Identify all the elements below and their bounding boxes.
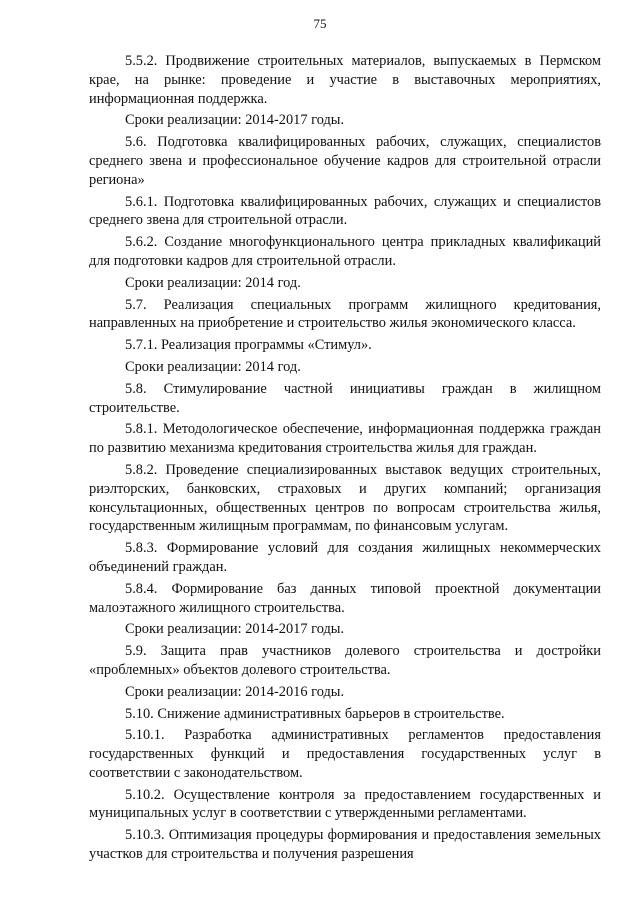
paragraph-5-10-1: 5.10.1. Разработка административных регламентов предоставления государственных функций и предоставления государственных услуг в соответствии с законодательством.: [89, 727, 601, 781]
paragraph-5-8: 5.8. Стимулирование частной инициативы граждан в жилищном строительстве.: [89, 380, 601, 416]
paragraph-5-7-1: 5.7.1. Реализация программы «Стимул».: [125, 337, 372, 354]
paragraph-deadline: Сроки реализации: 2014 год.: [125, 274, 301, 291]
paragraph-5-5-2: 5.5.2. Продвижение строительных материалов, выпускаемых в Пермском крае, на рынке: проведение и участие в выставочных мероприятиях, информационная поддержка.: [89, 53, 601, 107]
paragraph-5-8-1: 5.8.1. Методологическое обеспечение, информационная поддержка граждан по развитию механизма кредитования строительства жилья для граждан.: [89, 421, 601, 457]
paragraph-5-9: 5.9. Защита прав участников долевого строительства и достройки «проблемных» объектов долевого строительства.: [89, 643, 601, 678]
paragraph-5-6: 5.6. Подготовка квалифицированных рабочих, служащих, специалистов среднего звена и профессиональное обучение кадров для строительной отрасли региона»: [89, 134, 601, 188]
paragraph-5-8-2: 5.8.2. Проведение специализированных выставок ведущих строительных, риэлторских, банковских, страховых и других компаний; организация консультационных, общественных центров по вопросам строительства жилья, государственным жилищным программам, по финансовым услугам.: [89, 461, 601, 535]
paragraph-deadline: Сроки реализации: 2014-2017 годы.: [125, 112, 345, 129]
paragraph-5-7: 5.7. Реализация специальных программ жилищного кредитования, направленных на приобретение и строительство жилья экономического класса.: [89, 296, 601, 332]
paragraph-5-8-3: 5.8.3. Формирование условий для создания жилищных некоммерческих объединений граждан.: [89, 540, 601, 575]
paragraph-5-8-4: 5.8.4. Формирование баз данных типовой проектной документации малоэтажного жилищного строительства.: [89, 580, 601, 616]
paragraph-5-10-2: 5.10.2. Осуществление контроля за предоставлением государственных и муниципальных услуг в соответствии с утвержденными регламентами.: [89, 786, 601, 822]
document-body: [89, 52, 601, 867]
paragraph-deadline: Сроки реализации: 2014-2017 годы.: [125, 621, 345, 638]
paragraph-5-6-1: 5.6.1. Подготовка квалифицированных рабочих, служащих и специалистов среднего звена для строительной отрасли.: [89, 193, 601, 229]
paragraph-5-6-2: 5.6.2. Создание многофункционального центра прикладных квалификаций для подготовки кадров для строительной отрасли.: [89, 234, 601, 269]
paragraph-5-10: 5.10. Снижение административных барьеров в строительстве.: [125, 705, 505, 722]
paragraph-5-10-3: 5.10.3. Оптимизация процедуры формирования и предоставления земельных участков для строительства и получения разрешения: [89, 827, 601, 863]
paragraph-deadline: Сроки реализации: 2014-2016 годы.: [125, 683, 345, 700]
page-number: 75: [313, 16, 327, 31]
paragraph-deadline: Сроки реализации: 2014 год.: [125, 358, 301, 375]
